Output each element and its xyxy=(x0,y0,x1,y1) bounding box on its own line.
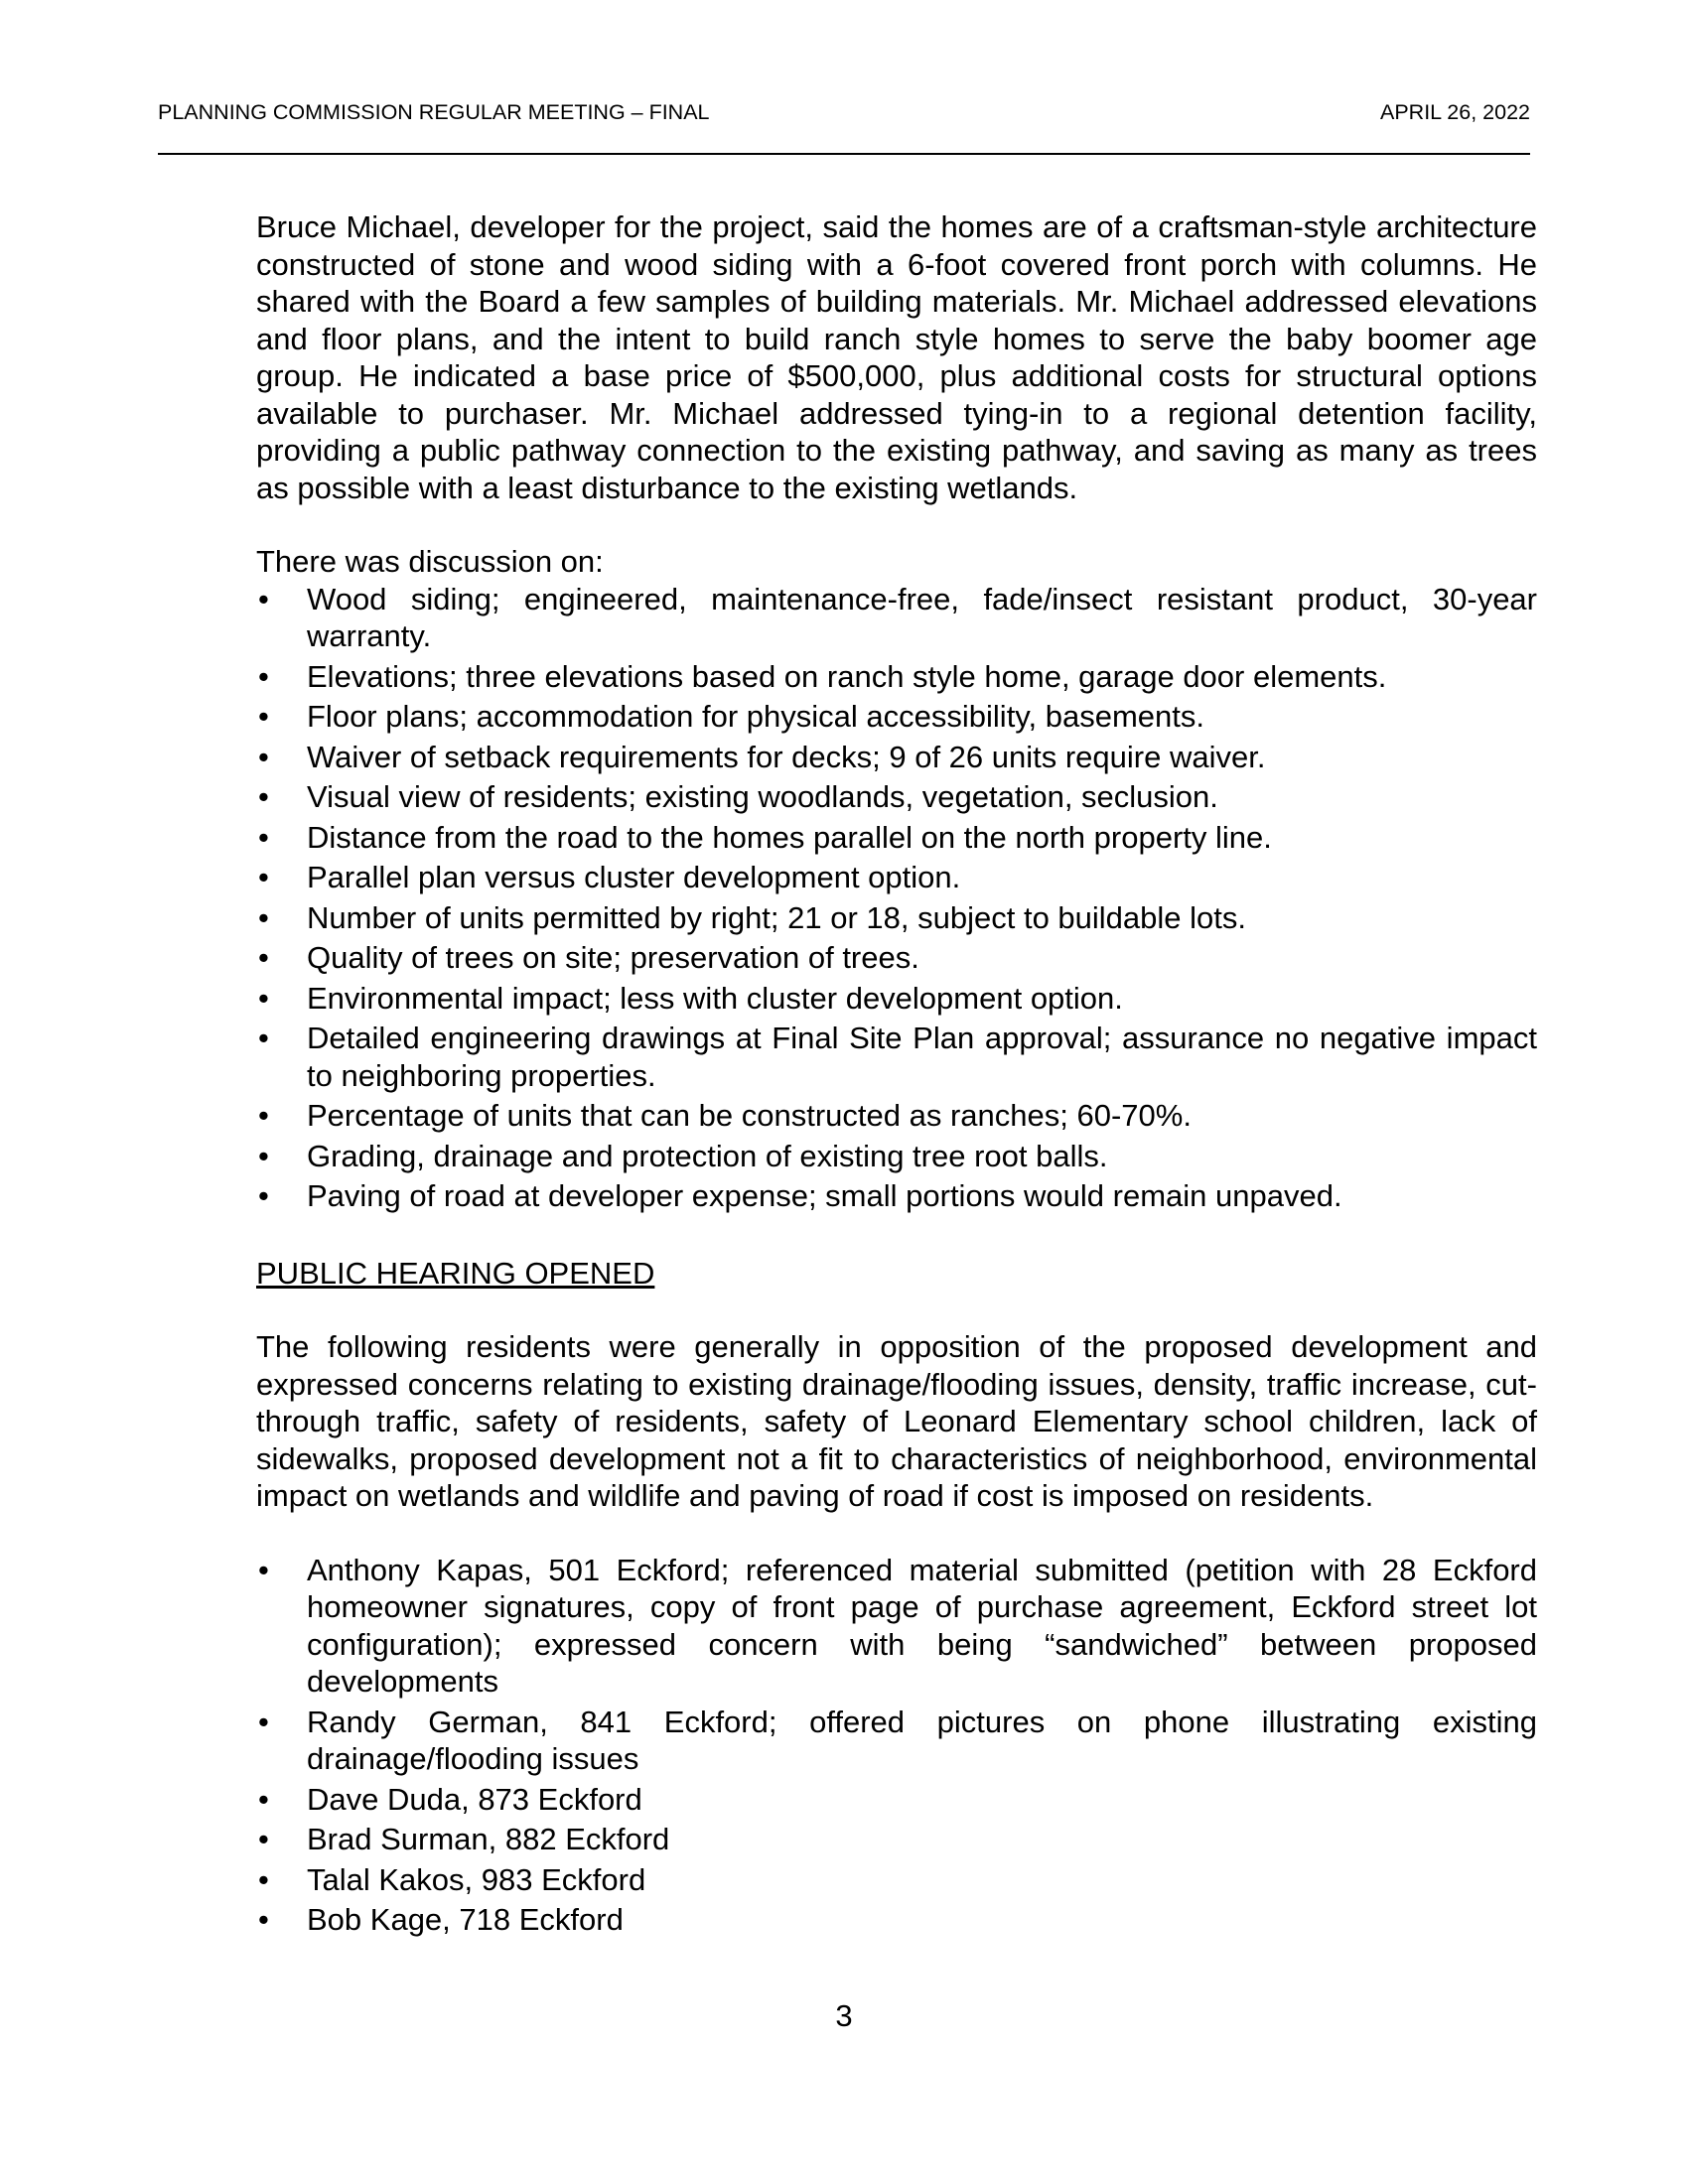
residents-paragraph: The following residents were generally in opposition of the proposed development and expressed concerns relating to existing drainage/flooding issues, density, traffic increase, cut-through traffic, safety of residents, safety of Leonard Elementary school children, lack of sidewalks, proposed development not a fit to characteristics of neighborhood, environmental impact on wetlands and wildlife and paving of road if cost is imposed on residents. xyxy=(256,1329,1537,1513)
page-content xyxy=(256,208,1537,1942)
bullet-icon: • xyxy=(258,1902,269,1937)
discussion-item-text: Percentage of units that can be constructed as ranches; 60-70%. xyxy=(307,1098,1192,1133)
discussion-item-text: Parallel plan versus cluster development option. xyxy=(307,860,961,894)
resident-item xyxy=(256,1552,1537,1701)
header-date: APRIL 26, 2022 xyxy=(1379,100,1530,124)
bullet-icon: • xyxy=(258,1178,269,1213)
discussion-item xyxy=(256,819,1537,857)
discussion-item-text: Elevations; three elevations based on ranch style home, garage door elements. xyxy=(307,658,1387,694)
discussion-item xyxy=(256,1177,1537,1215)
resident-item xyxy=(256,1781,1537,1819)
discussion-item-text: Distance from the road to the homes parallel on the north property line. xyxy=(307,819,1272,855)
discussion-item xyxy=(256,581,1537,655)
bullet-icon: • xyxy=(258,899,269,935)
discussion-item-text: Number of units permitted by right; 21 or 18, subject to buildable lots. xyxy=(307,899,1246,935)
discussion-item-text: Quality of trees on site; preservation of trees. xyxy=(307,940,919,975)
bullet-icon: • xyxy=(258,739,269,774)
bullet-icon: • xyxy=(258,860,269,894)
bullet-icon: • xyxy=(258,1781,269,1817)
bullet-icon: • xyxy=(258,779,269,814)
discussion-intro: There was discussion on: xyxy=(256,544,604,579)
discussion-item-text: Wood siding; engineered, maintenance-free, fade/insect resistant product, 30-year warranty. xyxy=(307,581,1537,653)
discussion-item-text: Detailed engineering drawings at Final Site Plan approval; assurance no negative impact to neighboring properties. xyxy=(307,1021,1537,1093)
discussion-item-text: Environmental impact; less with cluster development option. xyxy=(307,980,1123,1016)
discussion-item xyxy=(256,939,1537,977)
bullet-icon: • xyxy=(258,1704,269,1739)
residents-list xyxy=(256,1552,1537,1939)
discussion-item-text: Floor plans; accommodation for physical accessibility, basements. xyxy=(307,699,1204,734)
resident-item-text: Bob Kage, 718 Eckford xyxy=(307,1902,624,1937)
resident-item xyxy=(256,1901,1537,1939)
resident-item-text: Brad Surman, 882 Eckford xyxy=(307,1822,670,1856)
bullet-icon: • xyxy=(258,819,269,855)
discussion-item xyxy=(256,1138,1537,1175)
discussion-item xyxy=(256,859,1537,896)
bullet-icon: • xyxy=(258,1138,269,1173)
discussion-item xyxy=(256,658,1537,696)
page-header xyxy=(158,97,1530,155)
discussion-item-text: Grading, drainage and protection of existing tree root balls. xyxy=(307,1138,1108,1173)
discussion-item-text: Paving of road at developer expense; small portions would remain unpaved. xyxy=(307,1178,1342,1213)
bullet-icon: • xyxy=(258,1098,269,1133)
resident-item xyxy=(256,1861,1537,1899)
discussion-list xyxy=(256,581,1537,1215)
bullet-icon: • xyxy=(258,581,269,616)
discussion-item xyxy=(256,778,1537,816)
discussion-item xyxy=(256,698,1537,736)
bullet-icon: • xyxy=(258,1822,269,1856)
public-hearing-heading: PUBLIC HEARING OPENED xyxy=(256,1255,655,1291)
resident-item-text: Randy German, 841 Eckford; offered pictures on phone illustrating existing drainage/flooding issues xyxy=(307,1704,1537,1776)
bullet-icon: • xyxy=(258,940,269,975)
bullet-icon: • xyxy=(258,699,269,734)
discussion-item xyxy=(256,1020,1537,1094)
resident-item-text: Dave Duda, 873 Eckford xyxy=(307,1781,642,1817)
discussion-item xyxy=(256,899,1537,937)
bullet-icon: • xyxy=(258,980,269,1016)
developer-paragraph: Bruce Michael, developer for the project, said the homes are of a craftsman-style architecture constructed of stone and wood siding with a 6-foot covered front porch with columns. He shared with the Board a few samples of building materials. Mr. Michael addressed elevations and floor plans, and the intent to build ranch style homes to serve the baby boomer age group. He indicated a base price of $500,000, plus additional costs for structural options available to purchaser. Mr. Michael addressed tying-in to a regional detention facility, providing a public pathway connection to the existing pathway, and saving as many as trees as possible with a least disturbance to the existing wetlands. xyxy=(256,209,1537,505)
resident-item-text: Anthony Kapas, 501 Eckford; referenced material submitted (petition with 28 Eckford homeowner signatures, copy of front page of purchase agreement, Eckford street lot configuration); expressed concern with being “sandwiched” between proposed developments xyxy=(307,1552,1537,1699)
bullet-icon: • xyxy=(258,1021,269,1055)
resident-item xyxy=(256,1821,1537,1858)
discussion-item-text: Visual view of residents; existing woodlands, vegetation, seclusion. xyxy=(307,779,1218,814)
resident-item xyxy=(256,1704,1537,1778)
discussion-item xyxy=(256,1097,1537,1135)
bullet-icon: • xyxy=(258,1861,269,1897)
page-number: 3 xyxy=(835,1998,853,2033)
discussion-item xyxy=(256,980,1537,1018)
bullet-icon: • xyxy=(258,1552,269,1587)
resident-item-text: Talal Kakos, 983 Eckford xyxy=(307,1861,646,1897)
header-title: PLANNING COMMISSION REGULAR MEETING – FINAL xyxy=(158,100,710,124)
bullet-icon: • xyxy=(258,658,269,694)
discussion-item-text: Waiver of setback requirements for decks; 9 of 26 units require waiver. xyxy=(307,739,1266,774)
discussion-item xyxy=(256,739,1537,776)
